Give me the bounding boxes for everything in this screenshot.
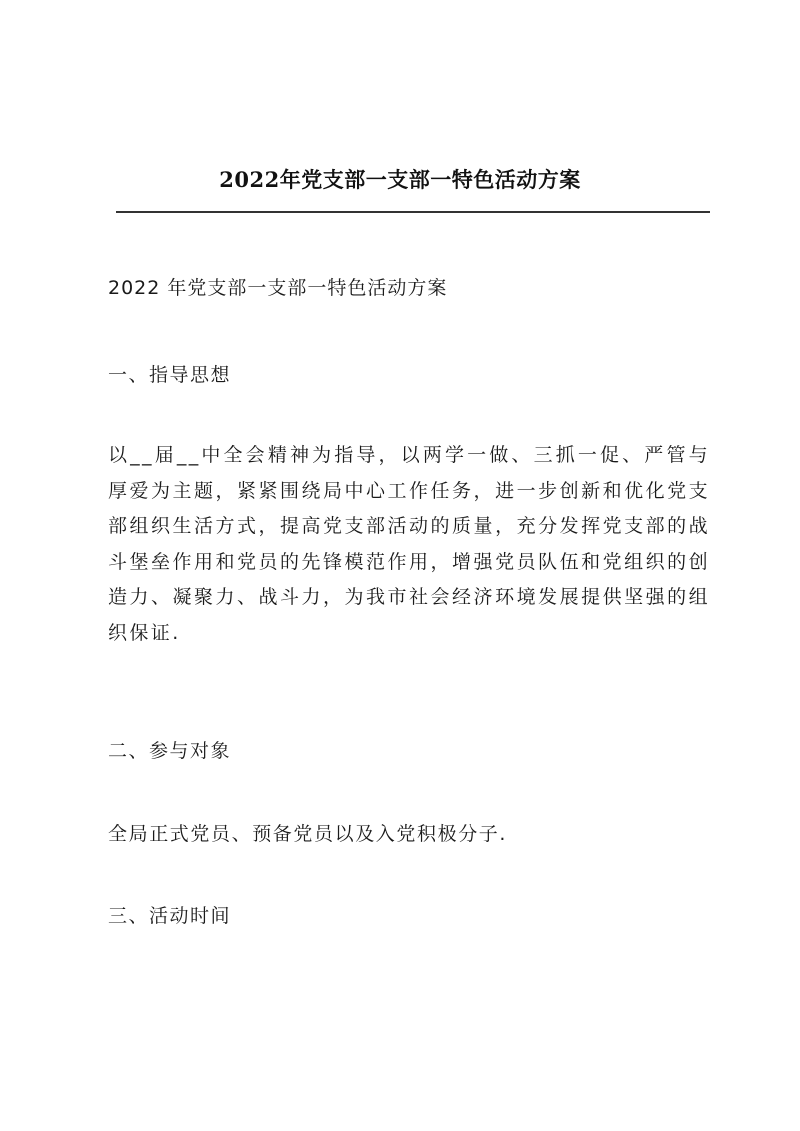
document-title: 2022年党支部一支部一特色活动方案 xyxy=(219,167,581,192)
section-heading-activity-time: 三、活动时间 xyxy=(108,905,232,927)
section-paragraph-guiding-ideology: 以__届__中全会精神为指导，以两学一做、三抓一促、严管与厚爱为主题，紧紧围绕局中心工作任务，进一步创新和优化党支部组织生活方式，提高党支部活动的质量，充分发挥党支部的战斗堡垒作用和党员的先锋模范作用，增强党员队伍和党组织的创造力、凝聚力、战斗力，为我市社会经济环境发展提供坚强的组织保证. xyxy=(108,444,710,644)
section-paragraph-participants: 全局正式党员、预备党员以及入党积极分子. xyxy=(108,823,508,845)
section-heading-guiding-ideology: 一、指导思想 xyxy=(108,364,232,386)
document-subtitle: 2022 年党支部一支部一特色活动方案 xyxy=(108,277,448,299)
title-underline xyxy=(116,211,710,213)
section-heading-participants: 二、参与对象 xyxy=(108,740,232,762)
